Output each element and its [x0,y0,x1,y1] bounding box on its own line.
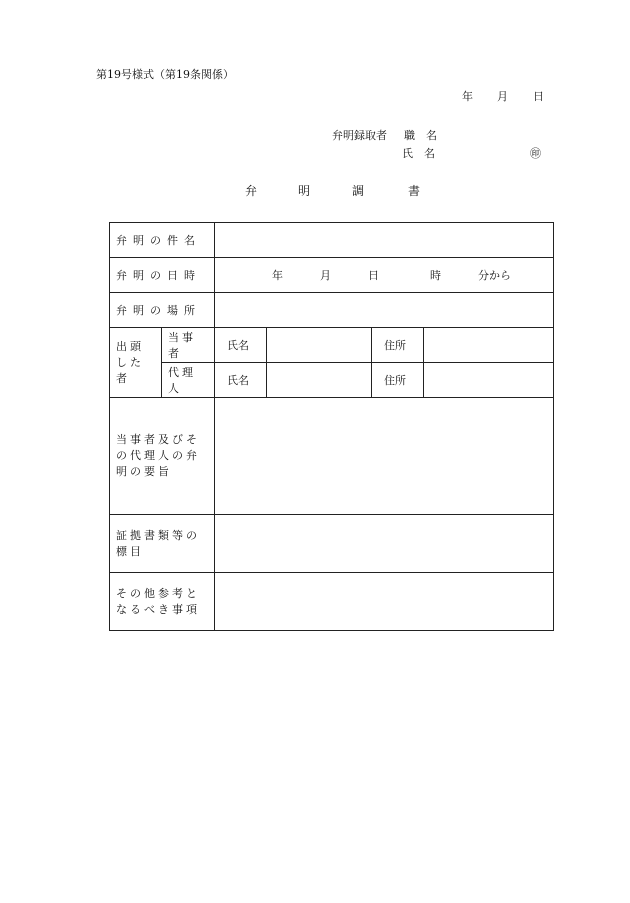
place-field[interactable] [215,293,554,328]
recorder-line [332,127,437,143]
seal-mark: ㊞ [530,147,541,160]
agent-name-label: 氏名 [215,363,267,398]
record-table [109,222,554,631]
party-name-field[interactable] [267,328,372,363]
title-char-2: 明 [298,184,311,198]
date-year-label: 年 [462,90,473,103]
party-address-field[interactable] [424,328,554,363]
summary-field[interactable] [215,398,554,515]
party-name-label: 氏名 [215,328,267,363]
place-label: 弁明の場所 [110,293,215,328]
datetime-hour-unit: 時 [430,269,441,282]
datetime-row [110,258,554,293]
agent-row [110,363,554,398]
other-row [110,573,554,631]
datetime-minute-unit: 分から [478,269,511,282]
datetime-day-unit: 日 [368,269,379,282]
party-label: 当事者 [162,328,215,363]
datetime-month-unit: 月 [320,269,331,282]
evidence-field[interactable] [215,515,554,573]
agent-name-field[interactable] [267,363,372,398]
name-label: 氏 名 [402,147,435,160]
date-day-label: 日 [533,90,544,103]
position-label: 職 名 [404,129,437,142]
evidence-row [110,515,554,573]
other-field[interactable] [215,573,554,631]
agent-address-field[interactable] [424,363,554,398]
title-char-1: 弁 [245,184,258,198]
datetime-label: 弁明の日時 [110,258,215,293]
datetime-field[interactable] [215,258,554,293]
title-char-3: 調 [352,184,365,198]
date-month-label: 月 [497,90,508,103]
summary-label: 当事者及びその代理人の弁明の要旨 [110,398,215,515]
agent-label: 代理人 [162,363,215,398]
datetime-year-unit: 年 [272,269,283,282]
agent-address-label: 住所 [372,363,424,398]
attendees-label: 出頭した者 [110,328,162,398]
party-row [110,328,554,363]
form-number: 第19号様式（第19条関係） [96,68,234,81]
case-name-field[interactable] [215,223,554,258]
evidence-label: 証拠書類等の標目 [110,515,215,573]
place-row [110,293,554,328]
party-address-label: 住所 [372,328,424,363]
case-name-row [110,223,554,258]
case-name-label: 弁明の件名 [110,223,215,258]
summary-row [110,398,554,515]
other-label: その他参考となるべき事項 [110,573,215,631]
title-char-4: 書 [408,184,421,198]
recorder-label: 弁明録取者 [332,129,387,142]
